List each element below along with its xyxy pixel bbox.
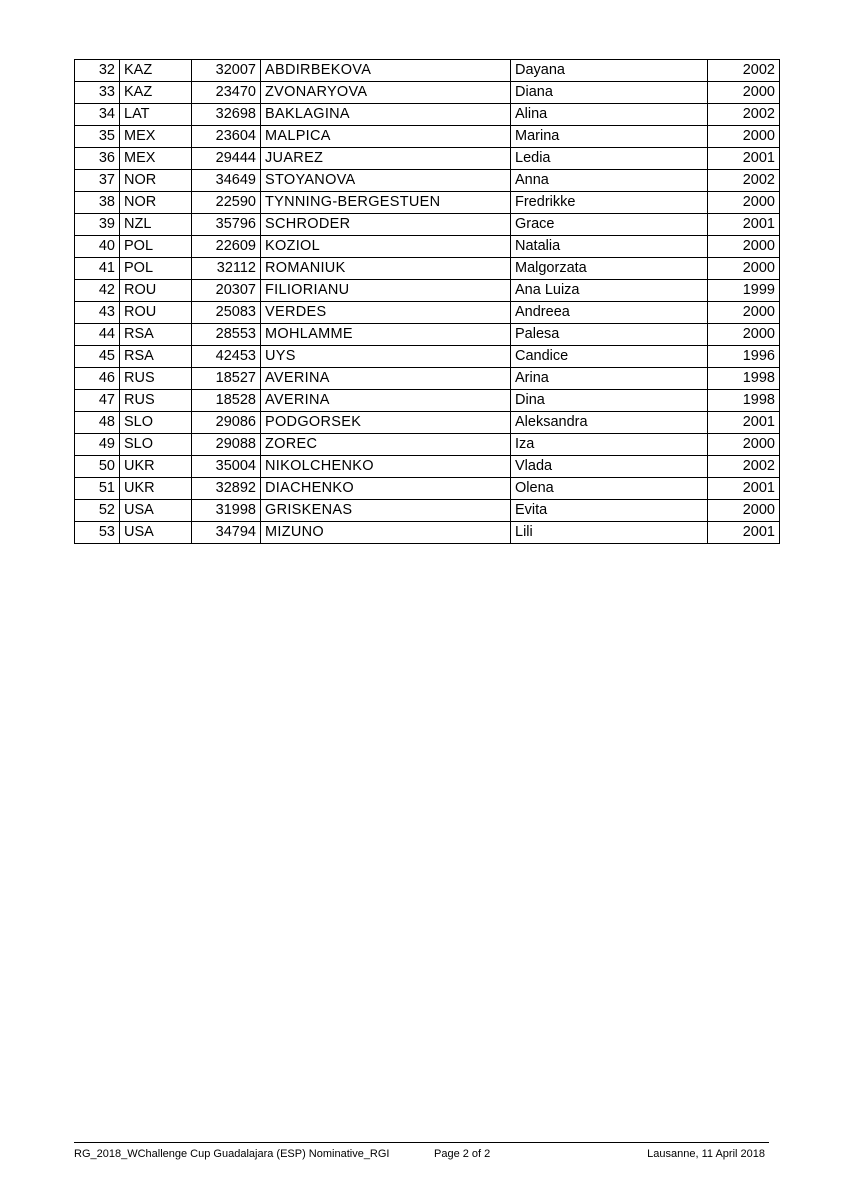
cell-last-name: SCHRODER [261,214,511,236]
cell-number: 39 [75,214,120,236]
cell-nation: MEX [120,148,192,170]
table-row [75,500,780,522]
cell-first-name: Alina [511,104,708,126]
cell-number: 33 [75,82,120,104]
cell-last-name: STOYANOVA [261,170,511,192]
cell-birth-year: 2001 [708,412,780,434]
cell-last-name: UYS [261,346,511,368]
table-row [75,170,780,192]
table-row [75,434,780,456]
cell-last-name: KOZIOL [261,236,511,258]
cell-license-id: 18527 [192,368,261,390]
cell-first-name: Ledia [511,148,708,170]
cell-nation: USA [120,522,192,544]
cell-nation: NZL [120,214,192,236]
cell-nation: UKR [120,478,192,500]
cell-license-id: 18528 [192,390,261,412]
cell-number: 43 [75,302,120,324]
table-row [75,324,780,346]
cell-birth-year: 1998 [708,390,780,412]
cell-license-id: 28553 [192,324,261,346]
cell-license-id: 32007 [192,60,261,82]
cell-nation: ROU [120,280,192,302]
cell-last-name: MALPICA [261,126,511,148]
cell-birth-year: 2001 [708,522,780,544]
cell-nation: RUS [120,390,192,412]
cell-number: 52 [75,500,120,522]
cell-nation: NOR [120,170,192,192]
cell-first-name: Vlada [511,456,708,478]
cell-number: 37 [75,170,120,192]
table-row [75,126,780,148]
table-row [75,192,780,214]
cell-first-name: Lili [511,522,708,544]
cell-number: 44 [75,324,120,346]
cell-license-id: 35796 [192,214,261,236]
cell-first-name: Olena [511,478,708,500]
cell-license-id: 22590 [192,192,261,214]
cell-license-id: 32892 [192,478,261,500]
cell-number: 49 [75,434,120,456]
cell-birth-year: 2001 [708,478,780,500]
cell-last-name: ZVONARYOVA [261,82,511,104]
cell-birth-year: 2000 [708,324,780,346]
cell-first-name: Arina [511,368,708,390]
table-row [75,60,780,82]
cell-last-name: JUAREZ [261,148,511,170]
cell-nation: SLO [120,434,192,456]
table-row [75,214,780,236]
cell-nation: NOR [120,192,192,214]
cell-license-id: 23470 [192,82,261,104]
cell-first-name: Andreea [511,302,708,324]
cell-license-id: 42453 [192,346,261,368]
cell-first-name: Fredrikke [511,192,708,214]
cell-number: 38 [75,192,120,214]
cell-nation: RSA [120,346,192,368]
cell-birth-year: 2000 [708,258,780,280]
cell-number: 36 [75,148,120,170]
cell-birth-year: 2000 [708,302,780,324]
table-row [75,82,780,104]
cell-nation: USA [120,500,192,522]
cell-license-id: 23604 [192,126,261,148]
cell-number: 40 [75,236,120,258]
cell-last-name: GRISKENAS [261,500,511,522]
cell-nation: RSA [120,324,192,346]
cell-first-name: Ana Luiza [511,280,708,302]
cell-birth-year: 2002 [708,170,780,192]
cell-nation: RUS [120,368,192,390]
cell-number: 50 [75,456,120,478]
cell-nation: POL [120,258,192,280]
cell-nation: LAT [120,104,192,126]
cell-last-name: BAKLAGINA [261,104,511,126]
cell-first-name: Iza [511,434,708,456]
table-row [75,522,780,544]
cell-number: 35 [75,126,120,148]
nominative-table-body [75,60,780,544]
cell-nation: POL [120,236,192,258]
cell-number: 48 [75,412,120,434]
table-row [75,478,780,500]
table-row [75,258,780,280]
cell-number: 46 [75,368,120,390]
cell-license-id: 32698 [192,104,261,126]
cell-first-name: Dina [511,390,708,412]
cell-license-id: 34794 [192,522,261,544]
cell-birth-year: 2002 [708,104,780,126]
table-row [75,280,780,302]
cell-first-name: Aleksandra [511,412,708,434]
table-row [75,368,780,390]
cell-nation: SLO [120,412,192,434]
cell-number: 41 [75,258,120,280]
footer-document-name: RG_2018_WChallenge Cup Guadalajara (ESP) Nominative_RGI [74,1148,390,1160]
cell-first-name: Dayana [511,60,708,82]
cell-birth-year: 2000 [708,434,780,456]
cell-license-id: 29088 [192,434,261,456]
cell-birth-year: 2002 [708,456,780,478]
nominative-table [74,59,780,544]
cell-license-id: 25083 [192,302,261,324]
cell-birth-year: 1998 [708,368,780,390]
cell-license-id: 31998 [192,500,261,522]
cell-birth-year: 1999 [708,280,780,302]
footer-page-number: Page 2 of 2 [434,1148,491,1160]
cell-birth-year: 2001 [708,148,780,170]
table-row [75,412,780,434]
cell-last-name: MIZUNO [261,522,511,544]
table-row [75,346,780,368]
cell-first-name: Candice [511,346,708,368]
cell-nation: ROU [120,302,192,324]
cell-last-name: AVERINA [261,390,511,412]
cell-birth-year: 1996 [708,346,780,368]
table-row [75,236,780,258]
cell-last-name: ROMANIUK [261,258,511,280]
cell-birth-year: 2000 [708,126,780,148]
cell-last-name: AVERINA [261,368,511,390]
cell-last-name: FILIORIANU [261,280,511,302]
cell-birth-year: 2001 [708,214,780,236]
cell-last-name: DIACHENKO [261,478,511,500]
cell-birth-year: 2000 [708,82,780,104]
cell-nation: KAZ [120,60,192,82]
cell-license-id: 20307 [192,280,261,302]
cell-license-id: 29086 [192,412,261,434]
cell-number: 34 [75,104,120,126]
cell-nation: UKR [120,456,192,478]
cell-first-name: Diana [511,82,708,104]
cell-first-name: Palesa [511,324,708,346]
cell-number: 42 [75,280,120,302]
cell-number: 32 [75,60,120,82]
cell-number: 51 [75,478,120,500]
table-row [75,456,780,478]
cell-last-name: NIKOLCHENKO [261,456,511,478]
cell-birth-year: 2000 [708,192,780,214]
table-row [75,390,780,412]
cell-first-name: Marina [511,126,708,148]
table-row [75,302,780,324]
cell-number: 47 [75,390,120,412]
cell-first-name: Malgorzata [511,258,708,280]
cell-license-id: 22609 [192,236,261,258]
page-footer [74,1142,769,1165]
cell-last-name: ABDIRBEKOVA [261,60,511,82]
cell-license-id: 32112 [192,258,261,280]
cell-first-name: Grace [511,214,708,236]
cell-last-name: PODGORSEK [261,412,511,434]
cell-first-name: Evita [511,500,708,522]
cell-nation: MEX [120,126,192,148]
cell-birth-year: 2002 [708,60,780,82]
footer-place-date: Lausanne, 11 April 2018 [647,1148,765,1160]
cell-last-name: MOHLAMME [261,324,511,346]
cell-nation: KAZ [120,82,192,104]
cell-birth-year: 2000 [708,500,780,522]
cell-license-id: 34649 [192,170,261,192]
cell-number: 53 [75,522,120,544]
cell-birth-year: 2000 [708,236,780,258]
cell-license-id: 29444 [192,148,261,170]
cell-first-name: Anna [511,170,708,192]
cell-last-name: VERDES [261,302,511,324]
table-row [75,104,780,126]
cell-last-name: TYNNING-BERGESTUEN [261,192,511,214]
cell-license-id: 35004 [192,456,261,478]
cell-first-name: Natalia [511,236,708,258]
cell-number: 45 [75,346,120,368]
table-row [75,148,780,170]
cell-last-name: ZOREC [261,434,511,456]
